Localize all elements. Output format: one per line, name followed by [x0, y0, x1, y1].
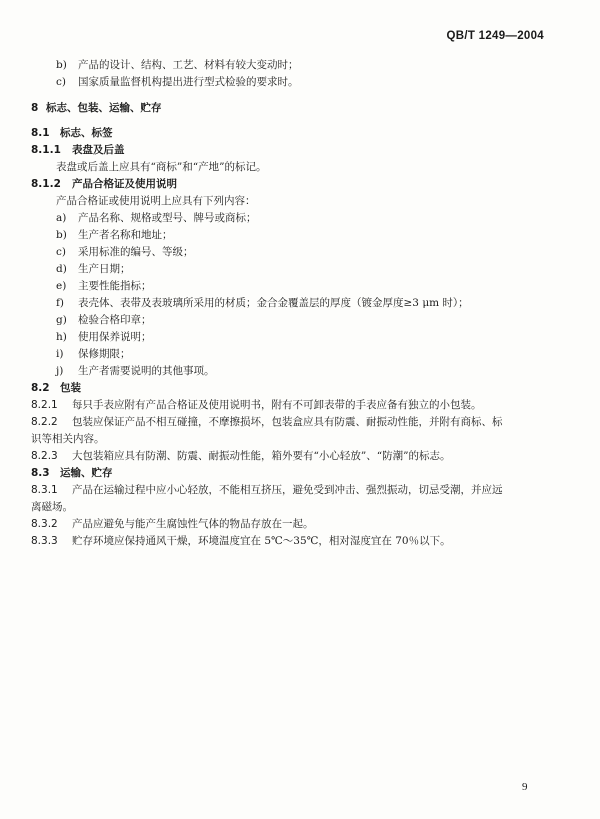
section-number: 8.1	[31, 127, 50, 139]
item-text: 生产日期；	[78, 263, 131, 275]
item-text: 主要性能指标；	[78, 280, 152, 292]
clause-text: 贮存环境应保持通风干燥，环境温度宜在 5℃～35℃，相对湿度宜在 70％以下。	[72, 535, 451, 547]
section-title: 包装	[60, 382, 81, 394]
clause-number: 8.2.3	[31, 450, 58, 462]
item-text: 使用保养说明；	[78, 331, 152, 343]
section-number: 8.1.1	[31, 144, 61, 156]
clause-number: 8.2.2	[31, 416, 58, 428]
item-label: c)	[56, 246, 66, 258]
clause-text: 产品在运输过程中应小心轻放，不能相互挤压，避免受到冲击、强烈振动，切忌受潮，并应远	[72, 484, 503, 496]
clause-text: 包装应保证产品不相互碰撞，不摩擦损坏，包装盒应具有防震、耐振动性能，并附有商标、标	[72, 416, 503, 428]
item-label: f)	[56, 297, 64, 309]
item-text: 生产者名称和地址；	[78, 229, 173, 241]
item-label: d)	[56, 263, 67, 275]
item-label: e)	[56, 280, 67, 292]
section-title: 表盘及后盖	[72, 144, 125, 156]
clause-text: 每只手表应附有产品合格证及使用说明书，附有不可卸表带的手表应备有独立的小包装。	[72, 399, 482, 411]
clause-number: 8.3.1	[31, 484, 58, 496]
section-number: 8	[31, 102, 39, 114]
standard-code: QB/T 1249—2004	[446, 30, 544, 42]
section-title: 运输、贮存	[60, 467, 113, 479]
item-text: 保修期限；	[78, 348, 131, 360]
paragraph-text: 产品合格证或使用说明上应具有下列内容：	[56, 195, 256, 207]
item-label: g)	[56, 314, 67, 326]
item-text: 国家质量监督机构提出进行型式检验的要求时。	[78, 76, 299, 88]
clause-number: 8.3.3	[31, 535, 58, 547]
clause-number: 8.2.1	[31, 399, 58, 411]
item-text: 采用标准的编号、等级；	[78, 246, 194, 258]
section-number: 8.3	[31, 467, 50, 479]
item-text: 生产者需要说明的其他事项。	[78, 365, 215, 377]
clause-text: 离磁场。	[31, 501, 73, 513]
section-title: 标志、包装、运输、贮存	[46, 102, 162, 114]
page-number: 9	[522, 781, 528, 793]
section-title: 标志、标签	[60, 127, 113, 139]
section-title: 产品合格证及使用说明	[72, 178, 177, 190]
item-label: h)	[56, 331, 67, 343]
section-number: 8.1.2	[31, 178, 61, 190]
clause-number: 8.3.2	[31, 518, 58, 530]
item-label: c)	[56, 76, 66, 88]
item-text: 表壳体、表带及表玻璃所采用的材质；金合金覆盖层的厚度（镀金厚度≥3 μm 时）；	[78, 297, 469, 309]
item-label: b)	[56, 59, 67, 71]
item-label: a)	[56, 212, 67, 224]
clause-text: 大包装箱应具有防潮、防震、耐振动性能，箱外要有“小心轻放”、“防潮”的标志。	[72, 450, 451, 462]
item-text: 产品的设计、结构、工艺、材料有较大变动时；	[78, 59, 299, 71]
item-text: 检验合格印章；	[78, 314, 152, 326]
paragraph-text: 表盘或后盖上应具有“商标”和“产地”的标记。	[56, 161, 267, 173]
item-label: i)	[56, 348, 64, 360]
item-label: j)	[56, 365, 64, 377]
clause-text: 产品应避免与能产生腐蚀性气体的物品存放在一起。	[72, 518, 314, 530]
clause-text: 识等相关内容。	[31, 433, 105, 445]
section-number: 8.2	[31, 382, 50, 394]
item-text: 产品名称、规格或型号、牌号或商标；	[78, 212, 257, 224]
item-label: b)	[56, 229, 67, 241]
